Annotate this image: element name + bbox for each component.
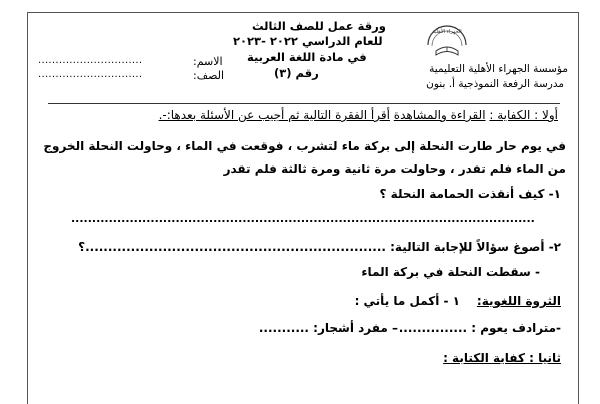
school-year: للعام الدراسي ٢٠٢٢ -٢٠٢٣ bbox=[233, 34, 383, 48]
school-name: مدرسة الرفعة النموذجية أ. بنون bbox=[426, 78, 564, 90]
worksheet-title: ورقة عمل للصف الثالث bbox=[252, 19, 386, 33]
subject-line: في مادة اللغة العربية bbox=[247, 50, 367, 64]
school-logo bbox=[422, 19, 472, 61]
student-name-field[interactable]: .............................. bbox=[38, 55, 143, 66]
answer-line-1[interactable]: ............................................................................................................... bbox=[71, 212, 535, 225]
section1-competency: القراءة والمشاهدة bbox=[393, 108, 486, 122]
org-name: مؤسسة الجهراء الأهلية التعليمية bbox=[429, 63, 568, 75]
section1-label: أولا : الكفاية : bbox=[489, 108, 558, 122]
vocab-heading: الثروة اللغوية: bbox=[476, 294, 561, 308]
worksheet-page bbox=[27, 12, 579, 404]
section2-heading: ثانيا : كفاية الكتابة : bbox=[443, 351, 561, 365]
logo-arc-text: الجهراء الأهلية bbox=[432, 29, 462, 35]
passage-line-1: في يوم حار طارت النحلة إلى بركة ماء لتشرب ، فوقعت في الماء ، وحاولت النحلة الخروج bbox=[43, 139, 566, 153]
student-class-field[interactable]: .............................. bbox=[38, 69, 143, 80]
section1-heading bbox=[159, 108, 558, 122]
student-name-label: الاسم: bbox=[193, 55, 223, 68]
header-divider bbox=[48, 103, 560, 104]
worksheet-number: رقم (٣) bbox=[274, 66, 319, 80]
question-2: ٢- أصوغ سؤالاً للإجابة التالية: ..................................................................؟ bbox=[78, 240, 561, 254]
section1-instruction: أقرأ الفقرة التالية ثم أجيب عن الأسئلة بعدها:-. bbox=[158, 108, 390, 122]
student-class-label: الصف: bbox=[193, 69, 225, 82]
singular-exercise[interactable]: – مفرد أشجار: ........... bbox=[258, 321, 398, 335]
passage-line-2: من الماء فلم تقدر ، وحاولت مرة ثانية ومرة ثالثة فلم تقدر bbox=[223, 162, 566, 176]
question-1: ١- كيف أنقذت الحمامة النحلة ؟ bbox=[379, 187, 561, 201]
question-2-given-answer: - سقطت النحلة في بركة الماء bbox=[361, 265, 540, 279]
synonym-exercise[interactable]: -مترادف يعوم : ............... bbox=[398, 321, 561, 335]
vocab-instruction: ١ - أكمل ما يأتي : bbox=[354, 294, 460, 308]
